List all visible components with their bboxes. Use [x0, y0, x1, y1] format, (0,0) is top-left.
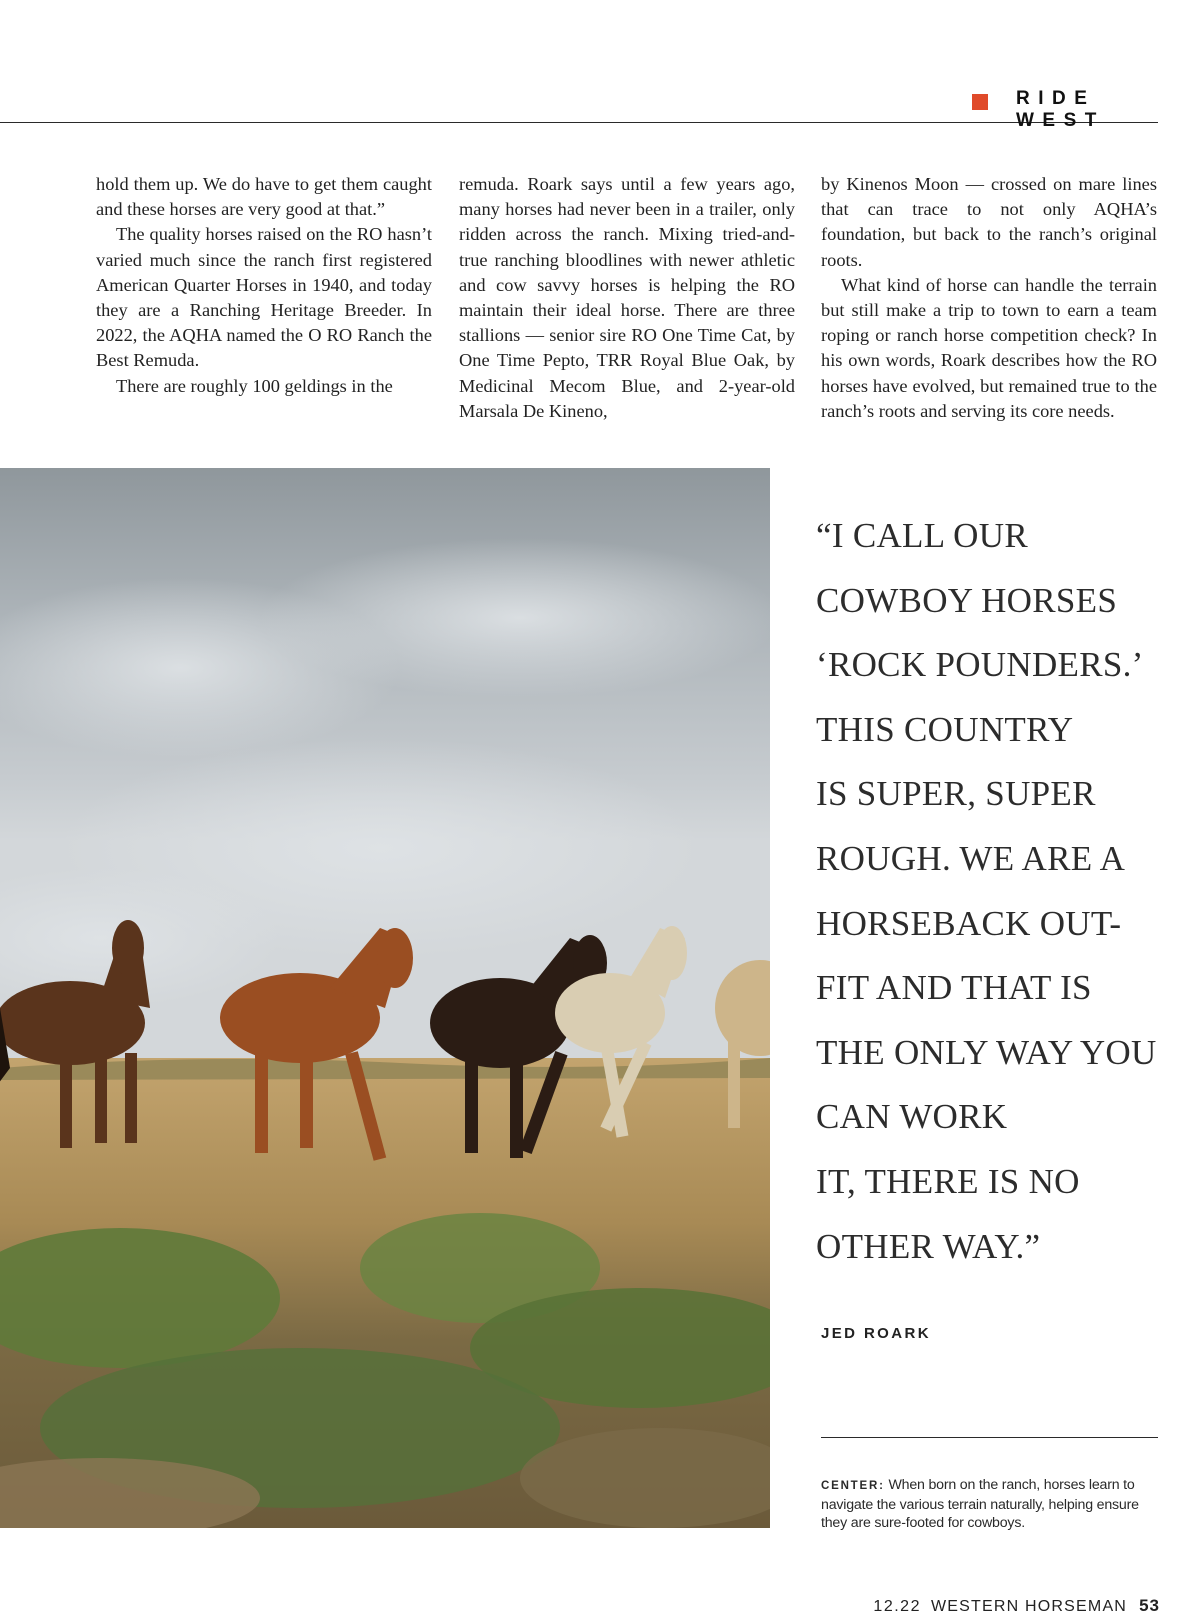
quote-attribution: JED ROARK — [821, 1325, 931, 1342]
quote-line: IS SUPER, SUPER — [816, 774, 1096, 814]
paragraph: What kind of horse can handle the terrain but still make a trip to town to earn a team roping or ranch horse competition check? In his own words, Roark describes how the RO horses have evolved, but remained true to the ranch’s roots and serving its core needs. — [821, 274, 1157, 421]
caption-text: When born on the ranch, horses learn to navigate the various terrain naturally, helping ensure they are sure-footed for cowboys. — [821, 1477, 1139, 1532]
article-column-2 — [459, 172, 795, 424]
paragraph: There are roughly 100 geldings in the — [116, 375, 393, 396]
page-header — [0, 82, 1158, 131]
quote-line: CAN WORK — [816, 1097, 1008, 1137]
issue-date: 12.22 — [873, 1598, 921, 1615]
page-number: 53 — [1139, 1596, 1160, 1615]
section-marker — [972, 94, 988, 110]
article-column-1 — [96, 172, 432, 399]
quote-line: HORSEBACK OUT- — [816, 903, 1122, 943]
pull-quote — [816, 504, 1166, 1279]
quote-line: IT, THERE IS NO — [816, 1161, 1080, 1201]
magazine-name: WESTERN HORSEMAN — [930, 1598, 1128, 1615]
photo-caption — [821, 1476, 1161, 1533]
paragraph: by Kinenos Moon — crossed on mare lines that can trace to not only AQHA’s foundation, but back to the ranch’s original roots. — [821, 174, 1157, 270]
paragraph: The quality horses raised on the RO hasn’t varied much since the ranch first registered American Quarter Horses in 1940, and today they are a Ranching Heritage Breeder. In 2022, the AQHA named the O RO Ranch the Best Remuda. — [96, 224, 432, 371]
caption-divider — [821, 1437, 1158, 1438]
quote-line: THIS COUNTRY — [816, 709, 1074, 749]
quote-line: THE ONLY WAY YOU — [816, 1032, 1157, 1072]
page-footer — [873, 1596, 1160, 1616]
horses-photo — [0, 468, 770, 1528]
paragraph: hold them up. We do have to get them caught and these horses are very good at that.” — [96, 174, 432, 220]
quote-line: COWBOY HORSES — [816, 580, 1118, 620]
quote-line: OTHER WAY.” — [816, 1226, 1041, 1266]
quote-line: ‘ROCK POUNDERS.’ — [816, 645, 1144, 685]
section-title: RIDE WEST — [1016, 88, 1105, 131]
paragraph: remuda. Roark says until a few years ago, many horses had never been in a trailer, only ridden across the ranch. Mixing tried-and-true ranching bloodlines with newer athletic and cow savvy horses is helping the RO maintain their ideal horse. There are three stallions — senior sire RO One Time Cat, by One Time Pepto, TRR Royal Blue Oak, by Medicinal Mecom Blue, and 2-year-old Marsala De Kineno, — [459, 174, 795, 421]
caption-label: CENTER: — [821, 1480, 885, 1492]
quote-line: “I CALL OUR — [816, 516, 1028, 555]
quote-line: FIT AND THAT IS — [816, 968, 1092, 1008]
article-column-3 — [821, 172, 1157, 424]
quote-line: ROUGH. WE ARE A — [816, 838, 1126, 878]
